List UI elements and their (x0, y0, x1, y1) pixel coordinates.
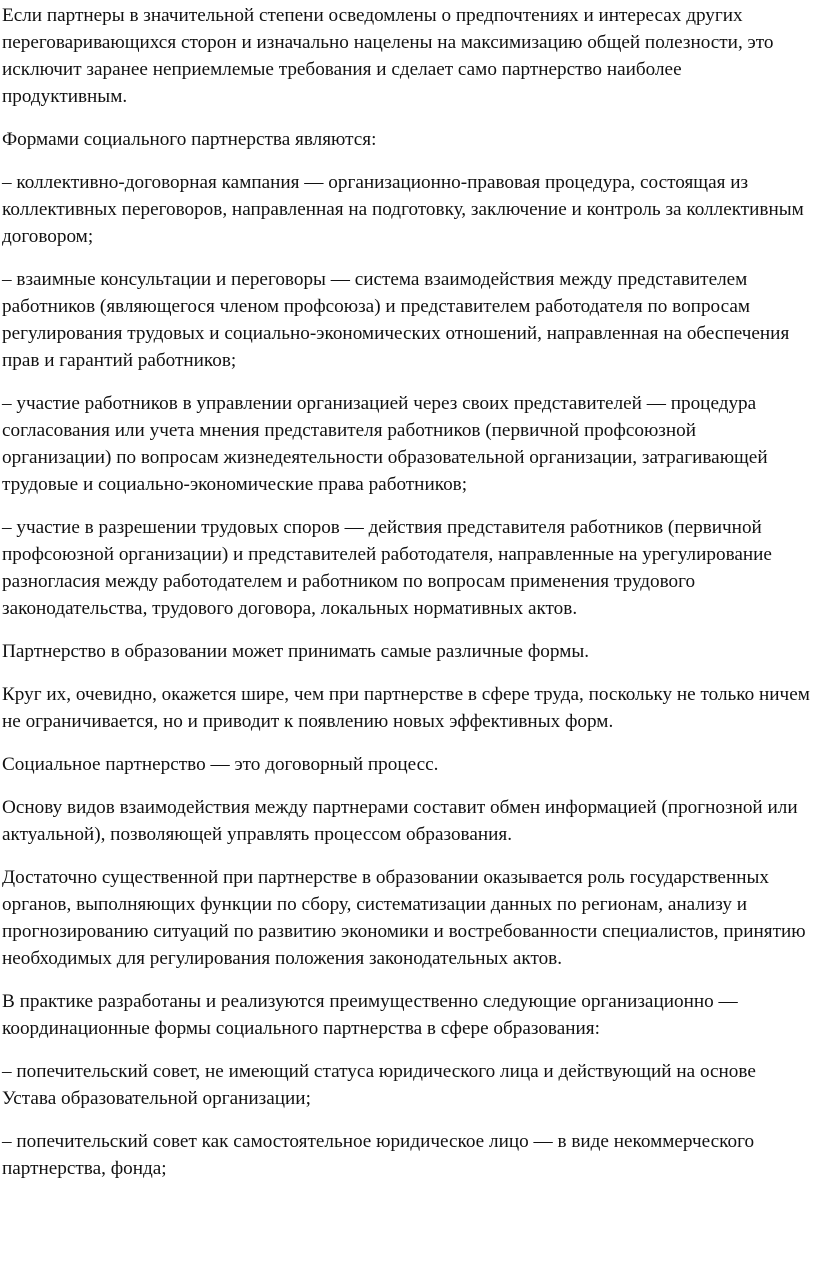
paragraph-forms-heading: Формами социального партнерства являются: (2, 129, 377, 150)
paragraph-contract-process: Социальное партнерство — это договорный процесс. (2, 754, 439, 775)
list-item-labor-disputes: – участие в разрешении трудовых споров — действия представителя работников (первичной профсоюзной организации) и представителей работодателя, направленные на урегулирование разногласия между работодателем и работником по вопросам применения трудового законодательства, трудового договора, локальных нормативных актов. (2, 517, 772, 619)
list-item-management-participation: – участие работников в управлении организацией через своих представителей — процедура согласования или учета мнения представителя работников (первичной профсоюзной организации) по вопросам жизнедеятельности образовательной организации, затрагивающей трудовые и социально-экономические права работников; (2, 393, 768, 495)
paragraph-wider-circle: Круг их, очевидно, окажется шире, чем при партнерстве в сфере труда, поскольку не только ничем не ограничивается, но и приводит к появлению новых эффективных форм. (2, 684, 810, 732)
paragraph-information-exchange: Основу видов взаимодействия между партнерами составит обмен информацией (прогнозной или актуальной), позволяющей управлять процессом образования. (2, 797, 798, 845)
list-item-board-no-legal-entity: – попечительский совет, не имеющий статуса юридического лица и действующий на основе Устава образовательной организации; (2, 1061, 756, 1109)
paragraph-partners-awareness: Если партнеры в значительной степени осведомлены о предпочтениях и интересах других переговаривающихся сторон и изначально нацелены на максимизацию общей полезности, это исключит заранее неприемлемые требования и сделает само партнерство наиболее продуктивным. (2, 5, 774, 107)
document-body (0, 2, 816, 1182)
paragraph-practice-forms: В практике разработаны и реализуются преимущественно следующие организационно — координационные формы социального партнерства в сфере образования: (2, 991, 738, 1039)
list-item-collective-agreement: – коллективно-договорная кампания — организационно-правовая процедура, состоящая из коллективных переговоров, направленная на подготовку, заключение и контроль за коллективным договором; (2, 172, 804, 247)
paragraph-education-forms: Партнерство в образовании может принимать самые различные формы. (2, 641, 590, 662)
list-item-board-legal-entity: – попечительский совет как самостоятельное юридическое лицо — в виде некоммерческого партнерства, фонда; (2, 1131, 755, 1179)
paragraph-state-role: Достаточно существенной при партнерстве в образовании оказывается роль государственных органов, выполняющих функции по сбору, систематизации данных по регионам, анализу и прогнозированию ситуаций по развитию экономики и востребованности специалистов, принятию необходимых для регулирования положения законодательных актов. (2, 867, 806, 969)
list-item-consultations: – взаимные консультации и переговоры — система взаимодействия между представителем работников (являющегося членом профсоюза) и представителем работодателя по вопросам регулирования трудовых и социально-экономических отношений, направленная на обеспечения прав и гарантий работников; (2, 269, 790, 371)
